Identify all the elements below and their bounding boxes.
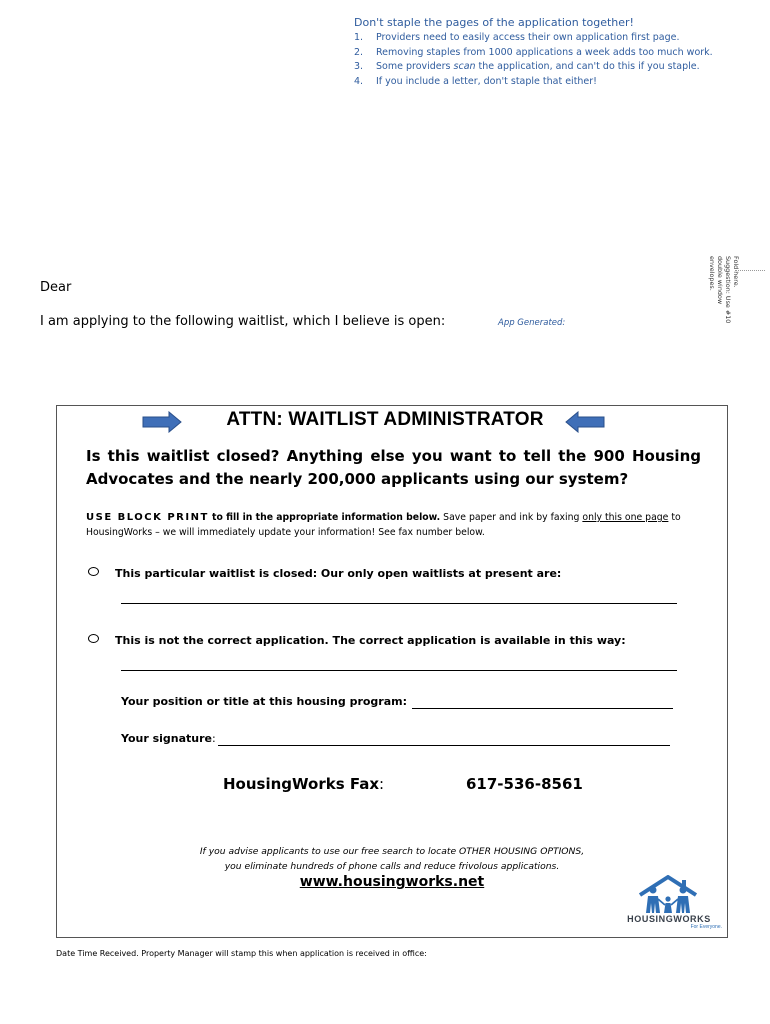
fax-number: 617-536-8561 xyxy=(466,775,583,793)
form-question: Is this waitlist closed? Anything else you want to tell the 900 Housing Advocates and the nearly 200,000 applicants using our system? xyxy=(86,447,701,488)
radio-button[interactable] xyxy=(88,634,99,643)
form-heading: ATTN: WAITLIST ADMINISTRATOR xyxy=(226,409,544,430)
position-field[interactable] xyxy=(412,708,673,709)
correct-application-field[interactable] xyxy=(121,670,677,671)
fax-label: HousingWorks Fax: xyxy=(223,775,385,793)
date-received-note: Date Time Received. Property Manager will stamp this when application is received in office: xyxy=(56,949,427,958)
option-waitlist-closed[interactable]: This particular waitlist is closed: Our only open waitlists at present are: xyxy=(88,567,561,580)
list-item: 4. If you include a letter, don't staple that either! xyxy=(354,75,597,87)
app-generated-label: App Generated: xyxy=(498,318,566,328)
staple-notice-title: Don't staple the pages of the application together! xyxy=(354,16,634,29)
housingworks-logo xyxy=(610,875,726,933)
signature-field[interactable] xyxy=(218,745,670,746)
fold-guide-line xyxy=(735,270,765,271)
radio-button[interactable] xyxy=(88,567,99,576)
list-item: 3. Some providers scan the application, and can't do this if you staple. xyxy=(354,61,700,72)
logo-wordmark: HOUSINGWORKS xyxy=(627,914,711,924)
signature-label: Your signature: xyxy=(121,732,216,745)
house-family-icon xyxy=(610,875,726,915)
staple-notice-list xyxy=(354,31,713,89)
greeting: Dear xyxy=(40,280,72,295)
form-instructions: USE BLOCK PRINT to fill in the appropriate information below. Save paper and ink by faxing only this one page to HousingWorks – we will immediately update your information! See fax number below. xyxy=(86,512,681,538)
logo-tagline: For Everyone. xyxy=(690,924,722,930)
option-wrong-application[interactable]: This is not the correct application. The correct application is available in this way: xyxy=(88,634,626,647)
advise-note: If you advise applicants to use our free search to locate OTHER HOUSING OPTIONS, you eliminate hundreds of phone calls and reduce frivolous applications. xyxy=(199,846,585,872)
position-label: Your position or title at this housing program: xyxy=(121,695,408,708)
arrow-left-icon xyxy=(565,411,605,433)
website-link[interactable]: www.housingworks.net xyxy=(299,874,485,890)
list-item: 1. Providers need to easily access their own application first page. xyxy=(354,32,680,43)
applying-statement: I am applying to the following waitlist, which I believe is open: xyxy=(40,314,446,329)
fold-note: Fold here. Suggestion: Use #10 double window envelopes. xyxy=(708,256,740,324)
list-item: 2. Removing staples from 1000 applications a week adds too much work. xyxy=(354,46,713,58)
open-waitlists-field[interactable] xyxy=(121,603,677,604)
